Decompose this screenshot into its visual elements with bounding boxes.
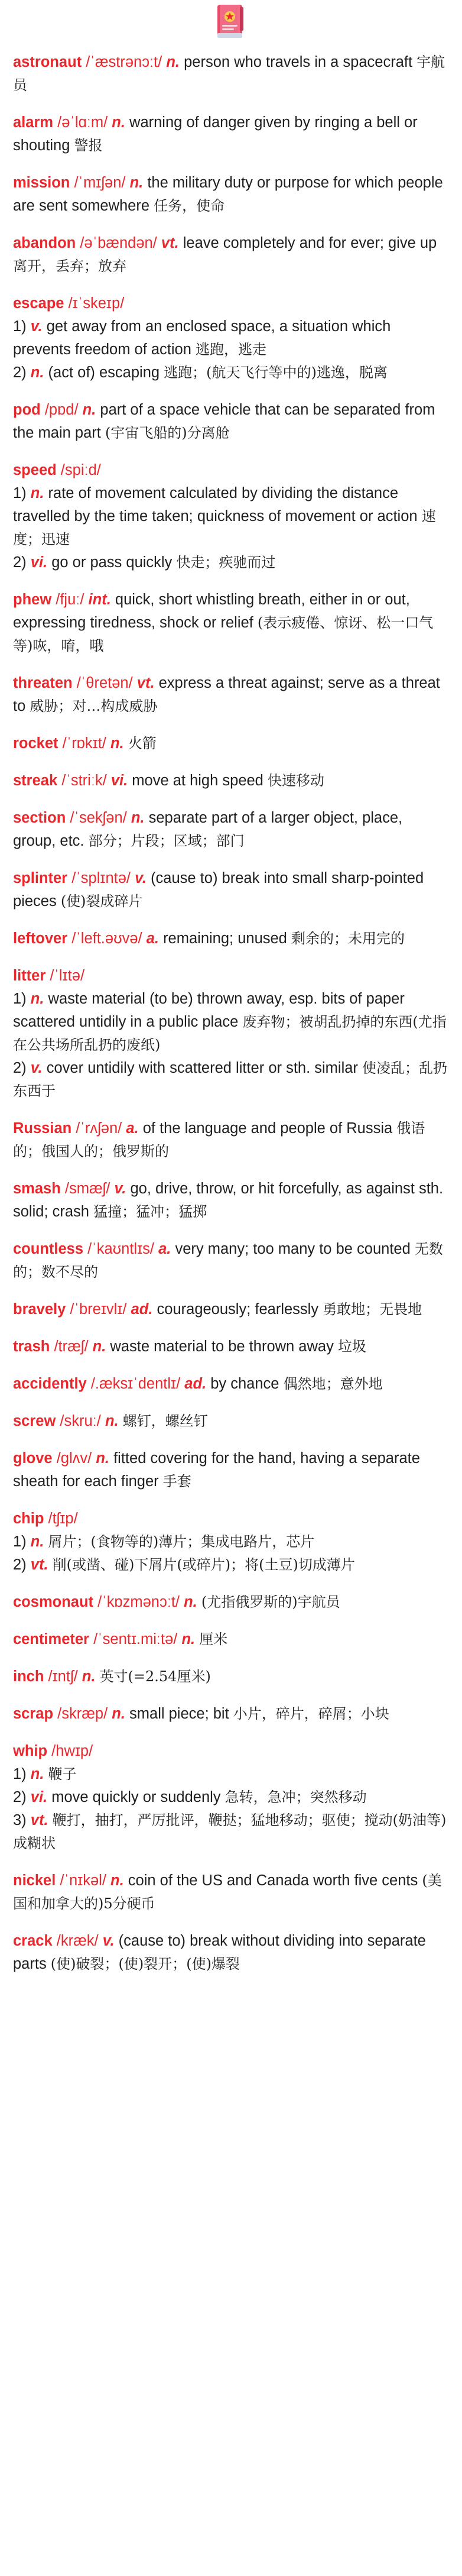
phonetic: /ˈleft.əʊvə/ — [71, 930, 142, 947]
chinese-translation: 无数的；数不尽的 — [13, 1241, 443, 1280]
vocab-entry — [13, 232, 449, 278]
english-definition: cover untidily with scattered litter or sth. similar — [46, 1060, 358, 1076]
vocab-entry — [13, 399, 449, 445]
sense-number: 1) — [13, 318, 27, 335]
part-of-speech: n. — [184, 1594, 197, 1610]
part-of-speech: vi. — [30, 554, 48, 571]
phonetic: /skruː/ — [60, 1413, 101, 1429]
phonetic: /træʃ/ — [54, 1338, 89, 1355]
phonetic: /.æksɪˈdentlɪ/ — [90, 1376, 181, 1392]
sense-number: 2) — [13, 1060, 27, 1076]
english-definition: remaining; unused — [163, 930, 287, 947]
part-of-speech: v. — [30, 318, 43, 335]
entry-headline — [13, 232, 449, 278]
phonetic: /kræk/ — [56, 1933, 99, 1949]
sense-line — [13, 361, 449, 384]
headword: phew — [13, 591, 52, 608]
chinese-translation: 逃跑，逃走 — [196, 341, 267, 358]
vocab-entry — [13, 1869, 449, 1915]
english-definition: separate part of a larger object, place, group, etc. — [13, 810, 403, 849]
vocab-entry — [13, 1703, 449, 1726]
chinese-translation: 鞭打，抽打，严厉批评，鞭挞；猛地移动；驱使；搅动(奶油等)成糊状 — [13, 1812, 447, 1852]
phonetic: /tʃɪp/ — [48, 1510, 78, 1527]
headword: pod — [13, 402, 41, 418]
vocab-entry — [13, 51, 449, 97]
chinese-translation: 小片，碎片，碎屑；小块 — [233, 1706, 389, 1722]
vocab-entry — [13, 1117, 449, 1163]
english-definition: (cause to) break into small sharp-pointed pieces — [13, 870, 424, 910]
chinese-translation: 部分；片段；区域；部门 — [88, 833, 245, 849]
headword: escape — [13, 295, 64, 312]
part-of-speech: n. — [112, 1706, 125, 1722]
entry-headline — [13, 1628, 449, 1651]
part-of-speech: n. — [112, 114, 125, 131]
english-definition: quick, short whistling breath, either in or out, expressing tiredness, shock or relief — [13, 591, 410, 631]
vocab-entry — [13, 867, 449, 913]
entry-headline — [13, 769, 449, 792]
english-definition: coin of the US and Canada worth five cents — [128, 1872, 418, 1889]
vocab-entry — [13, 1507, 449, 1577]
sense-number: 1) — [13, 991, 27, 1007]
chinese-translation: 速度；迅速 — [13, 508, 436, 548]
chinese-translation: (美国和加拿大的)5分硬币 — [13, 1872, 442, 1912]
headword: leftover — [13, 930, 68, 947]
english-definition: the military duty or purpose for which people are sent somewhere — [13, 174, 443, 214]
part-of-speech: n. — [82, 1668, 96, 1685]
english-definition: (cause to) break without dividing into separate parts — [13, 1933, 426, 1972]
vocab-entry — [13, 1410, 449, 1433]
headword: whip — [13, 1743, 48, 1759]
part-of-speech: n. — [110, 1872, 124, 1889]
chinese-translation: 猛撞；猛冲；猛掷 — [93, 1203, 207, 1220]
entry-headline — [13, 111, 449, 157]
entry-headline — [13, 1238, 449, 1284]
part-of-speech: vt. — [161, 235, 179, 251]
phonetic: /spiːd/ — [60, 462, 101, 478]
vocab-entry — [13, 1298, 449, 1321]
part-of-speech: n. — [129, 174, 144, 191]
headword: scrap — [13, 1706, 54, 1722]
chinese-translation: 螺钉，螺丝钉 — [122, 1413, 208, 1429]
vocab-entry — [13, 1335, 449, 1358]
part-of-speech: n. — [181, 1631, 196, 1648]
vocab-entry — [13, 1628, 449, 1651]
sense-line — [13, 1809, 449, 1855]
chinese-translation: 使凌乱；乱扔东西于 — [13, 1060, 448, 1099]
english-definition: waste material (to be) thrown away, esp. bits of paper scattered untidily in a public place — [13, 991, 405, 1030]
entry-headline — [13, 732, 449, 755]
vocab-entry — [13, 1930, 449, 1976]
headword: abandon — [13, 235, 76, 251]
part-of-speech: n. — [110, 735, 124, 752]
entry-headline — [13, 672, 449, 718]
phonetic: /ˈkɒzmənɔːt/ — [97, 1594, 180, 1610]
vocab-entry — [13, 292, 449, 384]
chinese-translation: (尤指俄罗斯的)宇航员 — [201, 1594, 340, 1610]
headword: mission — [13, 174, 70, 191]
phonetic: /ˈlɪtə/ — [50, 967, 85, 984]
phonetic: /glʌv/ — [56, 1450, 92, 1467]
part-of-speech: vt. — [136, 675, 155, 691]
phonetic: /ˈrʌʃən/ — [76, 1120, 122, 1137]
entry-headline — [13, 1869, 449, 1915]
chinese-translation: (宇宙飞船的)分离舱 — [105, 425, 230, 441]
sense-line — [13, 315, 449, 361]
sense-line — [13, 1786, 449, 1809]
entry-headline — [13, 292, 449, 315]
phonetic: /skræp/ — [57, 1706, 108, 1722]
sense-line — [13, 1763, 449, 1786]
english-definition: move at high speed — [132, 772, 263, 789]
chinese-translation: 宇航员 — [13, 54, 445, 93]
part-of-speech: a. — [126, 1120, 139, 1137]
part-of-speech: n. — [92, 1338, 106, 1355]
part-of-speech: v. — [102, 1933, 115, 1949]
part-of-speech: n. — [30, 364, 44, 381]
vocab-entry — [13, 1373, 449, 1396]
vocab-entry — [13, 965, 449, 1103]
chinese-translation: 勇敢地；无畏地 — [323, 1301, 422, 1318]
sense-number: 1) — [13, 1533, 27, 1550]
entry-headline — [13, 1410, 449, 1433]
chinese-translation: 偶然地；意外地 — [283, 1376, 383, 1392]
part-of-speech: n. — [82, 402, 96, 418]
part-of-speech: n. — [30, 991, 44, 1007]
chinese-translation: 火箭 — [128, 735, 157, 752]
english-definition: (act of) escaping — [48, 364, 160, 381]
part-of-speech: n. — [96, 1450, 109, 1467]
chinese-translation: 俄语的；俄国人的；俄罗斯的 — [13, 1120, 425, 1160]
headword: alarm — [13, 114, 54, 131]
english-definition: move quickly or suddenly — [51, 1789, 221, 1805]
phonetic: /fjuː/ — [56, 591, 84, 608]
entry-list — [13, 51, 449, 1976]
chinese-translation: 厘米 — [199, 1631, 228, 1648]
vocab-entry — [13, 1177, 449, 1224]
chinese-translation: 快走；疾驰而过 — [176, 554, 276, 571]
sense-line — [13, 551, 449, 574]
entry-headline — [13, 1177, 449, 1224]
part-of-speech: n. — [166, 54, 180, 70]
entry-headline — [13, 399, 449, 445]
chinese-translation: 离开，丢弃；放弃 — [13, 258, 126, 274]
entry-headline — [13, 1117, 449, 1163]
phonetic: /ˈkaʊntlɪs/ — [87, 1241, 154, 1257]
part-of-speech: vi. — [30, 1789, 48, 1805]
phonetic: /ˈstriːk/ — [61, 772, 107, 789]
chinese-translation: 手套 — [162, 1473, 191, 1490]
entry-headline — [13, 1507, 449, 1530]
phonetic: /ˈnɪkəl/ — [60, 1872, 106, 1889]
english-definition: of the language and people of Russia — [142, 1120, 393, 1137]
sense-line — [13, 482, 449, 551]
vocab-entry — [13, 1665, 449, 1688]
headword: threaten — [13, 675, 73, 691]
headword: glove — [13, 1450, 53, 1467]
english-definition: waste material to be thrown away — [110, 1338, 334, 1355]
english-definition: go or pass quickly — [51, 554, 173, 571]
phonetic: /ˈθretən/ — [76, 675, 133, 691]
chinese-translation: 垃圾 — [337, 1338, 366, 1355]
sense-number: 3) — [13, 1812, 27, 1829]
entry-headline — [13, 588, 449, 658]
headword: cosmonaut — [13, 1594, 94, 1610]
part-of-speech: v. — [114, 1180, 126, 1197]
english-definition: get away from an enclosed space, a situation which prevents freedom of action — [13, 318, 391, 358]
chinese-translation: 削(或凿、碰)下屑片(或碎片)；将(土豆)切成薄片 — [52, 1556, 355, 1573]
vocab-entry — [13, 807, 449, 853]
entry-headline — [13, 1703, 449, 1726]
phonetic: /smæʃ/ — [64, 1180, 110, 1197]
part-of-speech: n. — [30, 1766, 44, 1782]
phonetic: /əˈlɑːm/ — [57, 114, 108, 131]
part-of-speech: ad. — [131, 1301, 153, 1318]
phonetic: /ˈsplɪntə/ — [71, 870, 131, 886]
chinese-translation: 警报 — [74, 137, 103, 154]
headword: inch — [13, 1668, 44, 1685]
chinese-translation: 屑片；(食物等的)薄片；集成电路片，芯片 — [48, 1533, 315, 1550]
part-of-speech: a. — [158, 1241, 171, 1257]
chinese-translation: (表示疲倦、惊讶、松一口气等)咴，唷，哦 — [13, 614, 434, 654]
entry-headline — [13, 867, 449, 913]
sense-number: 2) — [13, 1556, 27, 1573]
entry-headline — [13, 927, 449, 950]
vocab-entry — [13, 111, 449, 157]
entry-headline — [13, 1373, 449, 1396]
chinese-translation: (使)破裂；(使)裂开；(使)爆裂 — [50, 1956, 240, 1972]
headword: centimeter — [13, 1631, 89, 1648]
sense-line — [13, 1057, 449, 1103]
sense-line — [13, 1554, 449, 1577]
chinese-translation: 鞭子 — [48, 1766, 77, 1782]
part-of-speech: ad. — [184, 1376, 207, 1392]
headword: Russian — [13, 1120, 72, 1137]
english-definition: courageously; fearlessly — [157, 1301, 319, 1318]
phonetic: /ˈæstrənɔːt/ — [86, 54, 162, 70]
part-of-speech: v. — [135, 870, 147, 886]
headword: trash — [13, 1338, 50, 1355]
entry-headline — [13, 171, 449, 218]
part-of-speech: n. — [131, 810, 145, 826]
sense-number: 2) — [13, 554, 27, 571]
part-of-speech: a. — [146, 930, 159, 947]
header — [13, 0, 449, 51]
headword: chip — [13, 1510, 44, 1527]
headword: rocket — [13, 735, 58, 752]
english-definition: go, drive, throw, or hit forcefully, as against sth. solid; crash — [13, 1180, 444, 1220]
english-definition: leave completely and for ever; give up — [183, 235, 437, 251]
part-of-speech: n. — [30, 485, 44, 501]
vocab-entry — [13, 672, 449, 718]
sense-number: 2) — [13, 1789, 27, 1805]
headword: smash — [13, 1180, 61, 1197]
english-definition: warning of danger given by ringing a bell or shouting — [13, 114, 418, 154]
phonetic: /ˈsentɪ.miːtə/ — [93, 1631, 178, 1648]
entry-headline — [13, 1591, 449, 1614]
headword: litter — [13, 967, 46, 984]
entry-headline — [13, 1335, 449, 1358]
entry-headline — [13, 1930, 449, 1976]
phonetic: /ɪˈskeɪp/ — [68, 295, 125, 312]
chinese-translation: 逃跑；(航天飞行等中的)逃逸，脱离 — [164, 364, 388, 381]
vocab-entry — [13, 769, 449, 792]
chinese-translation: (使)裂成碎片 — [60, 893, 143, 910]
headword: screw — [13, 1413, 56, 1429]
phonetic: /ɪntʃ/ — [48, 1668, 78, 1685]
part-of-speech: n. — [105, 1413, 119, 1429]
sense-number: 1) — [13, 485, 27, 501]
vocab-entry — [13, 927, 449, 950]
chinese-translation: 威胁；对…构成威胁 — [30, 698, 158, 714]
english-definition: express a threat against; serve as a threat to — [13, 675, 440, 714]
phonetic: /hwɪp/ — [51, 1743, 93, 1759]
phonetic: /ˈrɒkɪt/ — [62, 735, 106, 752]
part-of-speech: v. — [30, 1060, 43, 1076]
vocab-entry — [13, 588, 449, 658]
headword: accidently — [13, 1376, 87, 1392]
headword: bravely — [13, 1301, 66, 1318]
headword: streak — [13, 772, 58, 789]
part-of-speech: n. — [30, 1533, 44, 1550]
book-icon — [214, 4, 248, 40]
entry-headline — [13, 1665, 449, 1688]
sense-line — [13, 988, 449, 1057]
headword: section — [13, 810, 66, 826]
headword: splinter — [13, 870, 68, 886]
vocab-entry — [13, 171, 449, 218]
english-definition: small piece; bit — [129, 1706, 229, 1722]
phonetic: /əˈbændən/ — [80, 235, 157, 251]
part-of-speech: vt. — [30, 1812, 48, 1829]
english-definition: person who travels in a spacecraft — [184, 54, 413, 70]
phonetic: /pɒd/ — [44, 402, 79, 418]
entry-headline — [13, 807, 449, 853]
entry-headline — [13, 1298, 449, 1321]
chinese-translation: 快速移动 — [267, 772, 324, 789]
headword: countless — [13, 1241, 84, 1257]
headword: speed — [13, 462, 57, 478]
english-definition: very many; too many to be counted — [175, 1241, 411, 1257]
phonetic: /ˈmɪʃən/ — [74, 174, 126, 191]
headword: crack — [13, 1933, 53, 1949]
vocab-entry — [13, 732, 449, 755]
entry-headline — [13, 1447, 449, 1493]
sense-number: 2) — [13, 364, 27, 381]
sense-line — [13, 1530, 449, 1554]
part-of-speech: int. — [88, 591, 111, 608]
part-of-speech: vi. — [110, 772, 128, 789]
english-definition: rate of movement calculated by dividing the distance travelled by the time taken; quickness of movement or action — [13, 485, 418, 525]
english-definition: fitted covering for the hand, having a separate sheath for each finger — [13, 1450, 420, 1490]
phonetic: /ˈbreɪvlɪ/ — [70, 1301, 127, 1318]
entry-headline — [13, 51, 449, 97]
chinese-translation: 任务，使命 — [154, 198, 225, 214]
vocab-entry — [13, 1591, 449, 1614]
entry-headline — [13, 459, 449, 482]
headword: astronaut — [13, 54, 82, 70]
english-definition: part of a space vehicle that can be separated from the main part — [13, 402, 435, 441]
sense-number: 1) — [13, 1766, 27, 1782]
chinese-translation: 废弃物；被胡乱扔掉的东西(尤指在公共场所乱扔的废纸) — [13, 1014, 447, 1053]
headword: nickel — [13, 1872, 56, 1889]
chinese-translation: 急转，急冲；突然移动 — [225, 1789, 367, 1805]
vocab-entry — [13, 459, 449, 574]
chinese-translation: 剩余的；未用完的 — [291, 930, 405, 947]
vocab-entry — [13, 1447, 449, 1493]
phonetic: /ˈsekʃən/ — [70, 810, 127, 826]
vocab-entry — [13, 1740, 449, 1855]
part-of-speech: vt. — [30, 1556, 48, 1573]
chinese-translation: 英寸(=2.54厘米) — [99, 1668, 211, 1685]
entry-headline — [13, 1740, 449, 1763]
vocab-entry — [13, 1238, 449, 1284]
english-definition: by chance — [210, 1376, 279, 1392]
entry-headline — [13, 965, 449, 988]
